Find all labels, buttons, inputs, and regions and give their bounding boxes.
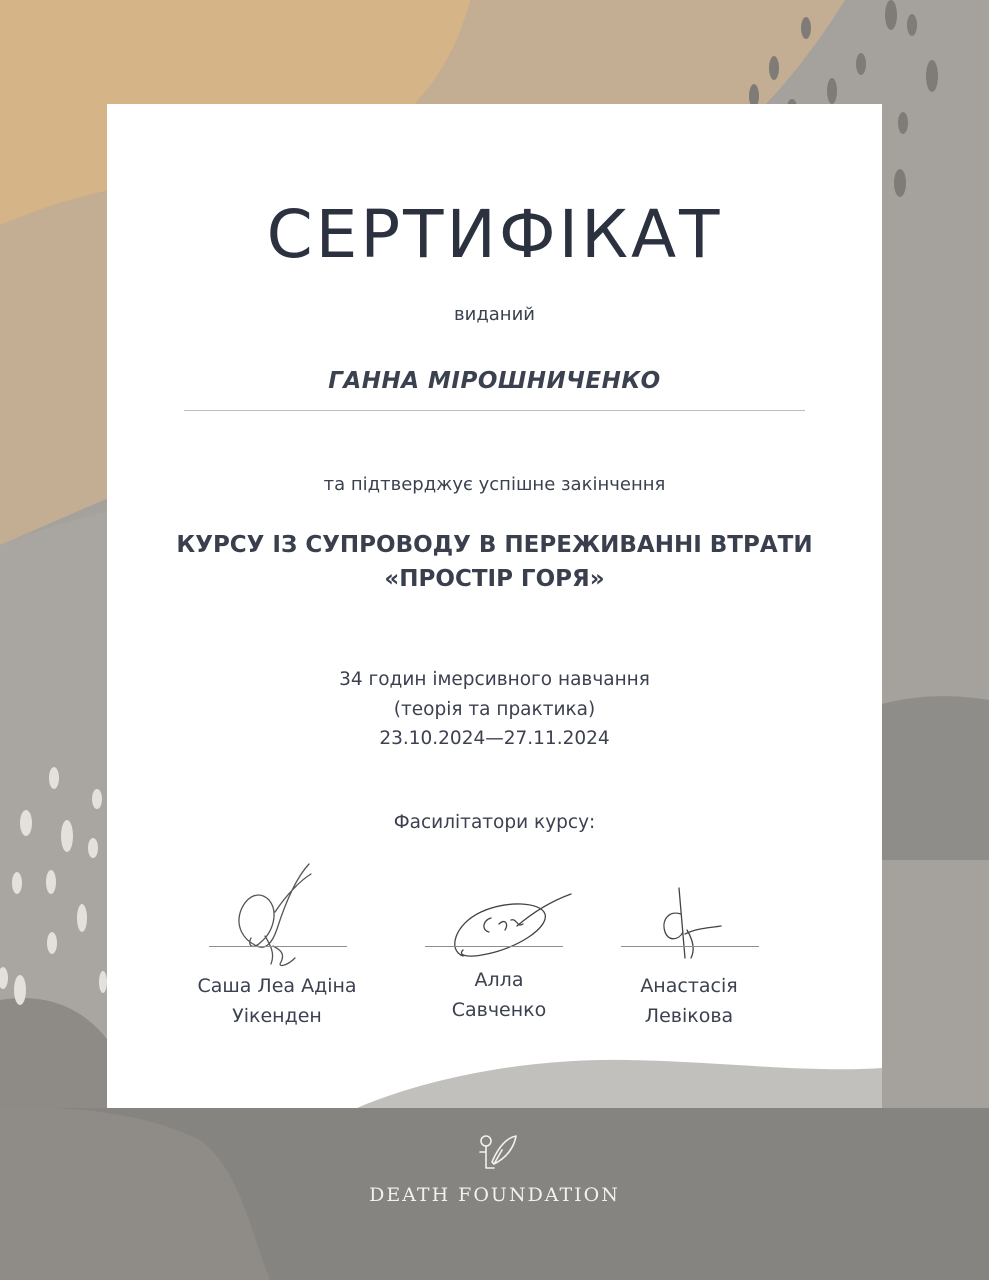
recipient-underline	[184, 410, 805, 411]
course-format: (теорія та практика)	[393, 698, 596, 720]
issued-label: виданий	[454, 304, 535, 325]
signature-2-icon	[399, 854, 599, 984]
signatory-3-name: Анастасія Левікова	[640, 975, 738, 1027]
signature-1-icon	[177, 854, 377, 984]
course-title	[107, 528, 882, 596]
signature-1-line	[209, 946, 347, 947]
certificate-card	[107, 104, 882, 1108]
facilitators-label: Фасилітатори курсу:	[393, 812, 596, 833]
course-title-line2: «ПРОСТІР ГОРЯ»	[384, 566, 605, 592]
signature-block-1	[177, 854, 377, 1034]
course-hours: 34 годин імерсивного навчання	[339, 669, 650, 690]
course-dates: 23.10.2024—27.11.2024	[379, 728, 610, 749]
course-details	[107, 665, 882, 754]
card-bottom-wave	[107, 1028, 882, 1108]
organization-name: DEATH FOUNDATION	[369, 1184, 620, 1206]
signature-2-line	[425, 946, 563, 947]
signatory-1-name: Саша Леа Адіна Уікенден	[197, 975, 357, 1027]
signature-block-2	[399, 854, 599, 1034]
signature-3-icon	[599, 854, 799, 984]
signatory-2-name: Алла Савченко	[451, 969, 547, 1021]
recipient-name: ГАННА МІРОШНИЧЕНКО	[328, 368, 661, 394]
pen-leaf-logo-icon	[472, 1128, 520, 1176]
course-title-line1: КУРСУ ІЗ СУПРОВОДУ В ПЕРЕЖИВАННІ ВТРАТИ	[176, 532, 813, 558]
signature-block-3	[599, 854, 799, 1034]
signature-3-line	[621, 946, 759, 947]
certificate-title: СЕРТИФІКАТ	[266, 196, 723, 273]
confirmation-text: та підтверджує успішне закінчення	[323, 474, 666, 495]
